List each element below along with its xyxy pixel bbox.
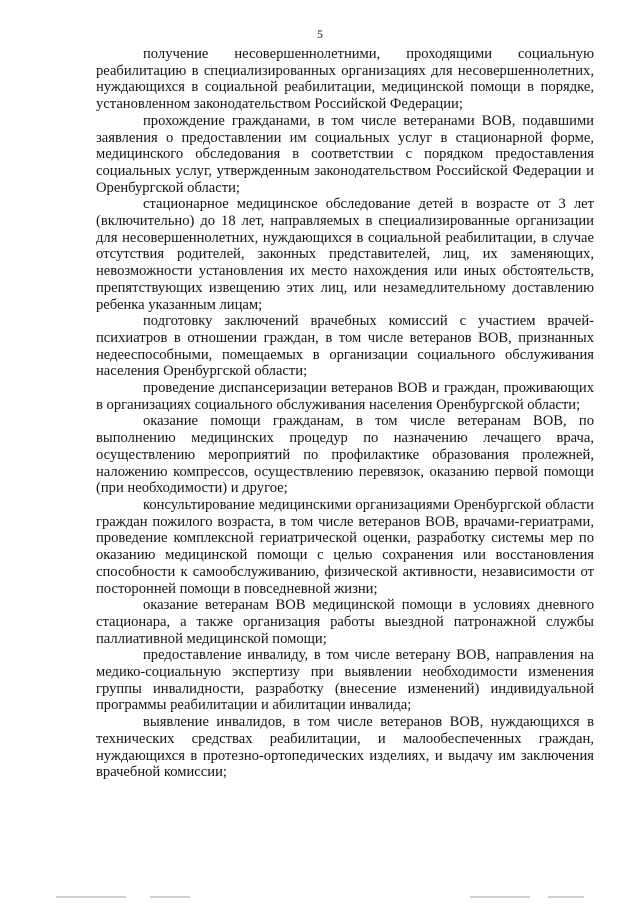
page-number: 5 bbox=[317, 29, 323, 41]
paragraph-9: предоставление инвалиду, в том числе ветерану ВОВ, направления на медико-социальную экспертизу при выявлении необходимости изменения группы инвалидности, разработку (внесение изменений) индивидуальной программы реабилитации и абилитации инвалида; bbox=[96, 647, 594, 714]
paragraph-4: подготовку заключений врачебных комиссий с участием врачей-психиатров в отношении граждан, в том числе ветеранов ВОВ, признанных недееспособными, помещаемых в организации социального обслуживания населения Оренбургской области; bbox=[96, 313, 594, 380]
paragraph-2: прохождение гражданами, в том числе ветеранами ВОВ, подавшими заявления о предоставлении им социальных услуг в стационарной форме, медицинского обследования в соответствии с порядком предоставления социальных услуг, утвержденным законодательством Российской Федерации и Оренбургской области; bbox=[96, 112, 594, 196]
scan-footer-artifact bbox=[0, 895, 640, 901]
paragraph-10: выявление инвалидов, в том числе ветеранов ВОВ, нуждающихся в технических средствах реабилитации, и малообеспеченных граждан, нуждающихся в протезно-ортопедических изделиях, и выдачу им заключения врачебной комиссии; bbox=[96, 714, 594, 781]
paragraph-6: оказание помощи гражданам, в том числе ветеранам ВОВ, по выполнению медицинских процедур по назначению лечащего врача, осуществлению мероприятий по профилактике образования пролежней, наложению компрессов, осуществлению перевязок, оказанию первой помощи (при необходимости) и другое; bbox=[96, 413, 594, 497]
document-body bbox=[96, 46, 594, 781]
paragraph-5: проведение диспансеризации ветеранов ВОВ и граждан, проживающих в организациях социального обслуживания населения Оренбургской области; bbox=[96, 380, 594, 413]
paragraph-7: консультирование медицинскими организациями Оренбургской области граждан пожилого возраста, в том числе ветеранов ВОВ, врачами-гериатрами, проведение комплексной гериатрической оценки, разработку системы мер по оказанию медицинской помощи с целью сохранения или восстановления способности к самообслуживанию, физической активности, независимости от посторонней помощи в повседневной жизни; bbox=[96, 496, 594, 597]
paragraph-1: получение несовершеннолетними, проходящими социальную реабилитацию в специализированных организациях для несовершеннолетних, нуждающихся в социальной реабилитации, медицинской помощи в порядке, установленном законодательством Российской Федерации; bbox=[96, 46, 594, 113]
paragraph-8: оказание ветеранам ВОВ медицинской помощи в условиях дневного стационара, а также организация работы выездной патронажной службы паллиативной медицинской помощи; bbox=[96, 597, 594, 647]
paragraph-3: стационарное медицинское обследование детей в возрасте от 3 лет (включительно) до 18 лет, направляемых в специализированные организации для несовершеннолетних, нуждающихся в социальной реабилитации, в случае отсутствия родителей, законных представителей, лиц, их заменяющих, невозможности установления их место нахождения или иных обстоятельств, препятствующих извещению этих лиц, или незамедлительному доставлению ребенка указанным лицам; bbox=[96, 196, 594, 313]
